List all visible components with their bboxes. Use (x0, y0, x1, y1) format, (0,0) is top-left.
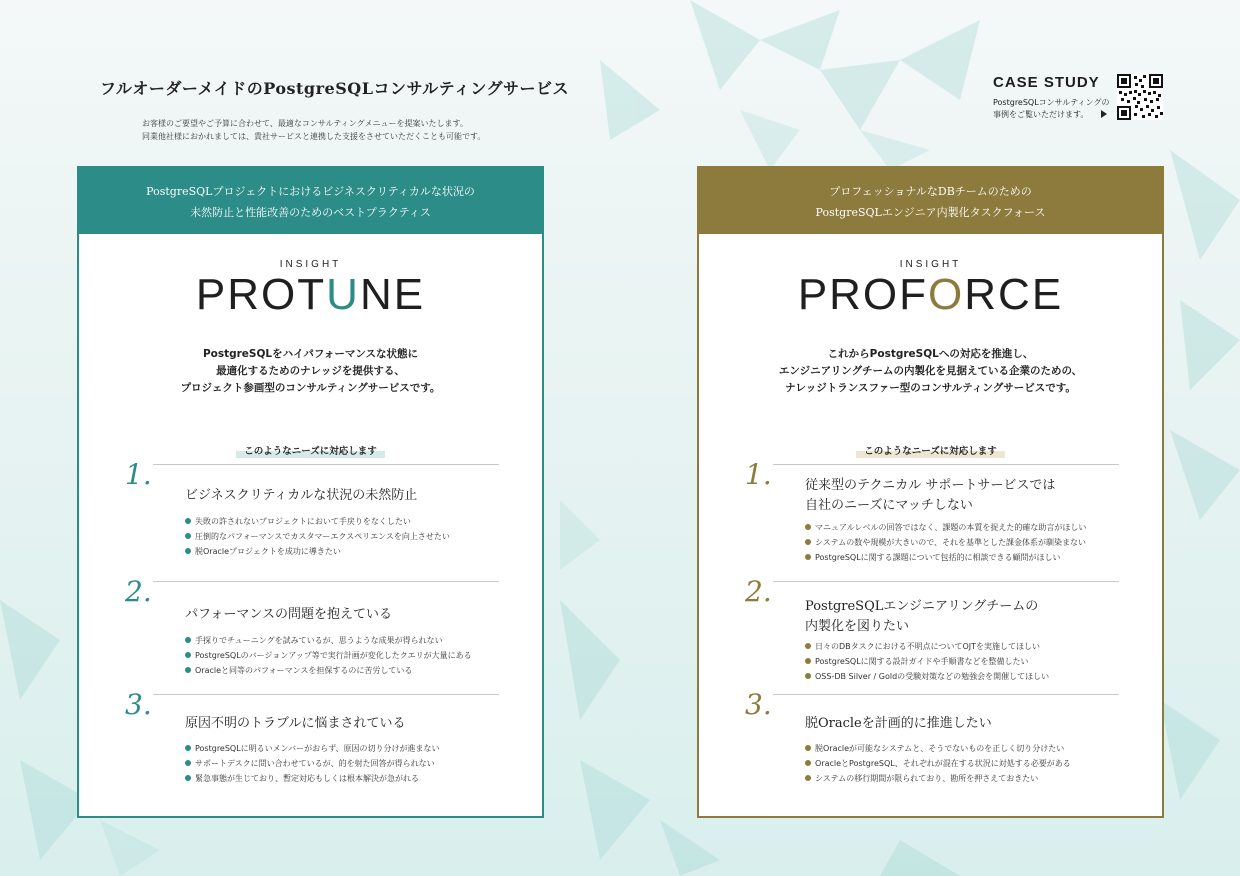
list-item: Oracleと同等のパフォーマンスを担保するのに苦労している (185, 663, 472, 678)
case-study-desc-line: PostgreSQLコンサルティングの (993, 98, 1110, 107)
list-item: 圧倒的なパフォーマンスでカスタマーエクスペリエンスを向上させたい (185, 529, 450, 544)
item-title-line: パフォーマンスの問題を抱えている (185, 607, 392, 622)
item-number: 3. (745, 688, 772, 721)
case-study-block[interactable] (993, 74, 1168, 130)
divider (153, 464, 499, 465)
divider (773, 694, 1119, 695)
item-title-line: 従来型のテクニカル サポートサービスでは (805, 478, 1056, 493)
brand-accent: O (928, 270, 965, 319)
brand-name (79, 272, 542, 318)
lead-line: PostgreSQLをハイパフォーマンスな状態に (202, 348, 419, 360)
list-item: 日々のDBタスクにおける不明点についてOJTを実施してほしい (805, 639, 1049, 654)
item-number: 1. (745, 458, 772, 491)
list-item: 手探りでチューニングを試みているが、思うような成果が得られない (185, 633, 472, 648)
item-number: 3. (125, 688, 152, 721)
item-number: 2. (125, 575, 152, 608)
page-title: フルオーダーメイドのPostgreSQLコンサルティングサービス (100, 79, 570, 98)
item-number: 1. (125, 458, 152, 491)
item-bullets (805, 741, 1071, 786)
page-header (100, 76, 620, 143)
item-bullets (185, 514, 450, 559)
lead-line: 最適化するためのナレッジを提供する、 (216, 365, 405, 377)
divider (773, 581, 1119, 582)
proforce-lead (699, 346, 1162, 397)
brand-insight-label: INSIGHT (279, 259, 342, 270)
item-title (185, 605, 392, 625)
list-item: PostgreSQLのバージョンアップ等で実行計画が変化したクエリが大量にある (185, 648, 472, 663)
list-item: サポートデスクに問い合わせているが、的を射た回答が得られない (185, 756, 439, 771)
brand-name (699, 272, 1162, 318)
brand-part: PROF (797, 270, 929, 319)
list-item: OracleとPostgreSQL、それぞれが混在する状況に対処する必要がある (805, 756, 1071, 771)
lead-line: ナレッジトランスファー型のコンサルティングサービスです。 (785, 382, 1076, 394)
needs-heading (699, 439, 1162, 458)
list-item: PostgreSQLに明るいメンバーがおらず、原因の切り分けが進まない (185, 741, 439, 756)
case-study-desc-line: 事例をご覧いただけます。 (993, 110, 1089, 119)
case-study-title: CASE STUDY (993, 74, 1100, 91)
lead-line: プロジェクト参画型のコンサルティングサービスです。 (180, 382, 441, 394)
brand-part: NE (359, 270, 426, 319)
panel-header-line: PostgreSQLエンジニア内製化タスクフォース (815, 206, 1046, 219)
item-bullets (805, 520, 1086, 565)
item-title-line: ビジネスクリティカルな状況の未然防止 (185, 488, 418, 503)
brand-insight-label: INSIGHT (899, 259, 962, 270)
lead-line: これからPostgreSQLへの対応を推進し、 (827, 348, 1034, 360)
lead-line: エンジニアリングチームの内製化を見据えている企業のための、 (778, 365, 1083, 377)
item-title-line: 脱Oracleを計画的に推進したい (805, 716, 992, 731)
protune-lead (79, 346, 542, 397)
list-item: マニュアルレベルの回答ではなく、課題の本質を捉えた的確な助言がほしい (805, 520, 1086, 535)
list-item: 脱Oracleプロジェクトを成功に導きたい (185, 544, 450, 559)
item-bullets (185, 741, 439, 786)
brand-accent: U (326, 270, 360, 319)
protune-header (79, 168, 542, 234)
brand-part: PROT (195, 270, 327, 319)
panel-header-line: 未然防止と性能改善のためのベストプラクティス (190, 206, 431, 219)
brand-part: RCE (964, 270, 1064, 319)
needs-label: このようなニーズに対応します (236, 442, 385, 458)
list-item: 失敗の許されないプロジェクトにおいて手戻りをなくしたい (185, 514, 450, 529)
arrow-right-icon (1101, 110, 1107, 118)
item-title (185, 714, 405, 734)
intro-line: 同業他社様におかれましては、貴社サービスと連携した支援をさせていただくことも可能です。 (142, 132, 486, 141)
needs-label: このようなニーズに対応します (856, 442, 1005, 458)
intro-line: お客様のご要望やご予算に合わせて、最適なコンサルティングメニューを提案いたします。 (142, 119, 468, 128)
protune-panel (77, 166, 544, 818)
panel-header-line: PostgreSQLプロジェクトにおけるビジネスクリティカルな状況の (146, 185, 475, 198)
list-item: OSS-DB Silver / Goldの受験対策などの勉強会を開催してほしい (805, 669, 1049, 684)
item-title (805, 714, 992, 734)
divider (153, 694, 499, 695)
divider (773, 464, 1119, 465)
qr-code-icon[interactable] (1117, 74, 1163, 120)
proforce-header (699, 168, 1162, 234)
protune-logo (79, 259, 542, 318)
needs-heading (79, 439, 542, 458)
item-title-line: 原因不明のトラブルに悩まされている (185, 716, 406, 731)
list-item: 脱Oracleが可能なシステムと、そうでないものを正しく切り分けたい (805, 741, 1071, 756)
list-item: システムの数や規模が大きいので、それを基準とした課金体系が馴染まない (805, 535, 1086, 550)
item-title-line: 自社のニーズにマッチしない (805, 498, 973, 513)
list-item: PostgreSQLに関する課題について包括的に相談できる顧問がほしい (805, 550, 1086, 565)
item-bullets (185, 633, 472, 678)
item-title (805, 476, 1055, 516)
item-title (805, 597, 1038, 637)
proforce-panel (697, 166, 1164, 818)
item-title-line: 内製化を図りたい (805, 619, 910, 634)
list-item: PostgreSQLに関する設計ガイドや手順書などを整備したい (805, 654, 1049, 669)
intro-text (142, 117, 620, 143)
item-title (185, 486, 417, 506)
panel-header-line: プロフェッショナルなDBチームのための (829, 185, 1032, 198)
list-item: 緊急事態が生じており、暫定対応もしくは根本解決が急がれる (185, 771, 439, 786)
item-bullets (805, 639, 1049, 684)
item-title-line: PostgreSQLエンジニアリングチームの (805, 599, 1039, 614)
divider (153, 581, 499, 582)
list-item: システムの移行期間が限られており、勘所を押さえておきたい (805, 771, 1071, 786)
item-number: 2. (745, 575, 772, 608)
proforce-logo (699, 259, 1162, 318)
